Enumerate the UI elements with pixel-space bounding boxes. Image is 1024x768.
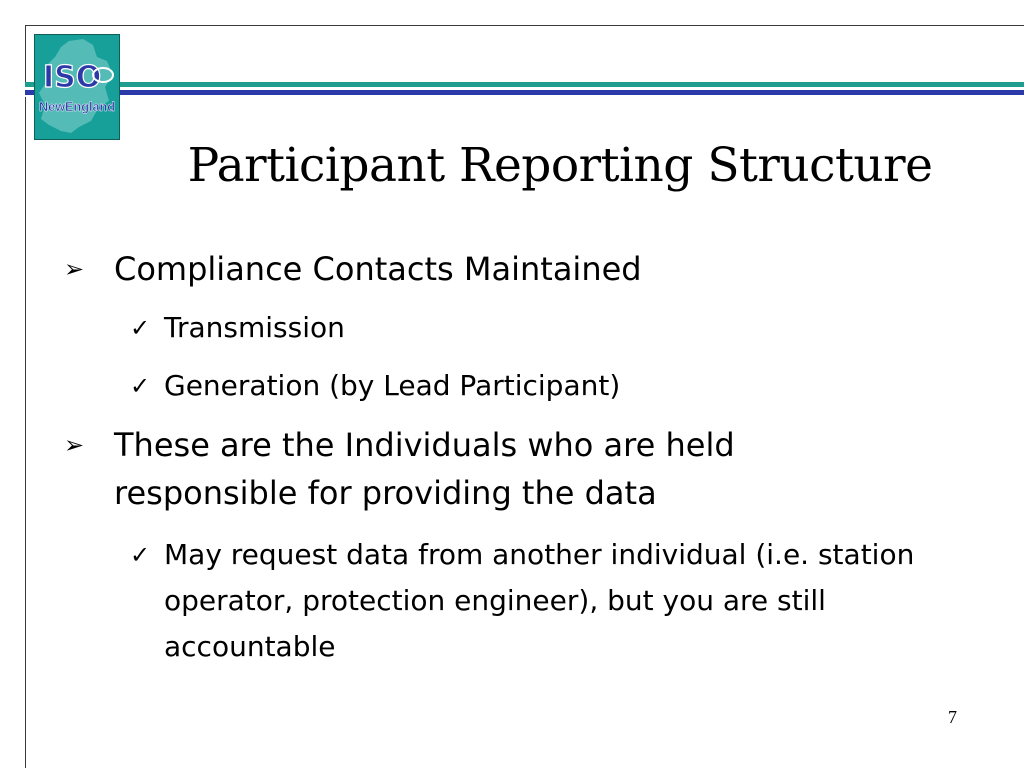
sub-bullet-text: May request data from another individual (i.e. station operator, protection engineer), but you are still accountable bbox=[164, 538, 915, 663]
page-number: 7 bbox=[948, 707, 957, 727]
bullet-text: Compliance Contacts Maintained bbox=[114, 250, 642, 288]
sub-bullet-text: Generation (by Lead Participant) bbox=[164, 369, 621, 402]
iso-new-england-logo bbox=[34, 34, 120, 140]
bullet-item bbox=[64, 245, 964, 293]
check-bullet-icon: ✓ bbox=[130, 541, 151, 569]
sub-bullet-item bbox=[130, 532, 950, 672]
check-bullet-icon: ✓ bbox=[130, 314, 151, 342]
frame-top-line bbox=[25, 25, 1024, 26]
logo-newengland-text: NewEngland bbox=[39, 99, 116, 114]
arrow-bullet-icon: ➢ bbox=[64, 255, 85, 283]
logo-iso-text: ISO bbox=[43, 60, 102, 95]
sub-bullet-item bbox=[130, 305, 950, 351]
frame-left-line bbox=[25, 25, 26, 768]
header-stripe-gap-2 bbox=[25, 95, 1024, 97]
check-bullet-icon: ✓ bbox=[130, 372, 151, 400]
sub-bullet-text: Transmission bbox=[164, 311, 345, 344]
bullet-item bbox=[64, 421, 964, 521]
bullet-text: These are the Individuals who are held responsible for providing the data bbox=[114, 426, 735, 512]
slide-title: Participant Reporting Structure bbox=[187, 138, 933, 193]
new-england-map-icon bbox=[35, 35, 119, 139]
arrow-bullet-icon: ➢ bbox=[64, 431, 85, 459]
sub-bullet-item bbox=[130, 363, 950, 409]
